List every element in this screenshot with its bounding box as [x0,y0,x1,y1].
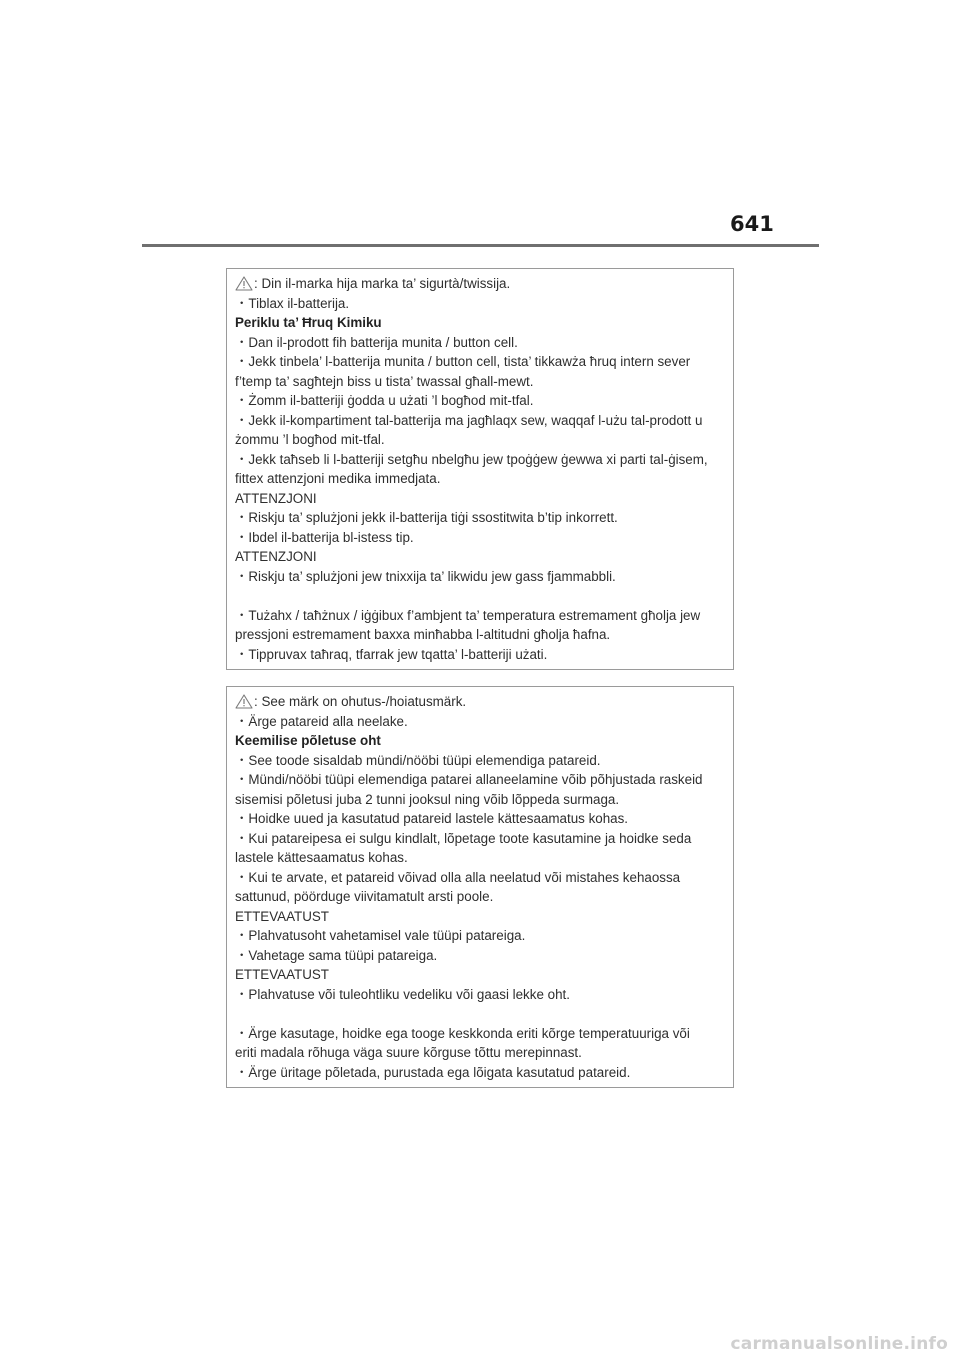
line-text: ・Ärge kasutage, hoidke ega tooge keskkonda eriti kõrge temperatuuriga või [235,1025,690,1041]
paragraph-gap [235,1004,733,1024]
text-line [235,848,733,868]
text-line [235,829,733,849]
section-heading [235,313,733,333]
text-line [235,391,733,411]
line-text: ATTENZJONI [235,549,317,564]
text-line [235,1043,733,1063]
text-line [235,692,733,712]
text-line [235,887,733,907]
text-line [235,274,733,294]
line-text: ・Hoidke uued ja kasutatud patareid lastele kättesaamatus kohas. [235,811,629,826]
line-text: ・Mündi/nööbi tüüpi elemendiga patarei allaneelamine võib põhjustada raskeid [235,772,703,787]
line-text: eriti madala rõhuga väga suure kõrguse tõttu merepinnast. [235,1045,582,1060]
line-text: ・Jekk taħseb li l-batteriji setgħu nbelgħu jew tpoġġew ġewwa xi parti tal-ġisem, [235,451,708,467]
line-text: ・Plahvatusoht vahetamisel vale tüüpi patareiga. [235,928,526,943]
line-text: : See märk on ohutus-/hoiatusmärk. [254,694,467,709]
watermark: carmanualsonline.info [730,1334,948,1354]
text-line [235,645,733,665]
line-text: ・Riskju ta’ splużjoni jew tnixxija ta’ likwidu jew gass fjammabbli. [235,568,616,584]
text-line [235,469,733,489]
line-text: ETTEVAATUST [235,908,329,924]
text-line [235,372,733,392]
line-text: ETTEVAATUST [235,967,329,982]
text-line [235,712,733,732]
text-line [235,489,733,509]
line-text: ATTENZJONI [235,490,317,506]
line-text: lastele kättesaamatus kohas. [235,850,408,865]
text-line [235,567,733,587]
text-line [235,868,733,888]
line-text: ・Kui patareipesa ei sulgu kindlalt, lõpetage toote kasutamine ja hoidke seda [235,830,692,846]
line-text: fittex attenzjoni medika immedjata. [235,471,441,486]
line-text: sisemisi põletusi juba 2 tunni jooksul ning võib lõppeda surmaga. [235,791,620,807]
text-line [235,352,733,372]
line-text: ・Kui te arvate, et patareid võivad olla alla neelatud või mistahes kehaossa [235,869,681,885]
warning-triangle-icon [235,276,253,291]
estonian-warning-box [226,686,734,1088]
line-text: ・See toode sisaldab mündi/nööbi tüüpi elemendiga patareid. [235,752,601,768]
line-text: ・Tiblax il-batterija. [235,295,350,311]
line-text: ・Ibdel il-batterija bl-istess tip. [235,529,414,545]
line-text: ・Jekk il-kompartiment tal-batterija ma jagħlaqx sew, waqqaf l-użu tal-prodott u [235,412,703,428]
line-text: ・Ärge üritage põletada, purustada ega lõigata kasutatud patareid. [235,1064,631,1080]
line-text: pressjoni estremament baxxa minħabba l-altitudni għolja ħafna. [235,627,611,642]
text-line [235,333,733,353]
text-line [235,411,733,431]
line-text: f’temp ta’ sagħtejn biss u tista’ twassal għall-mewt. [235,373,534,389]
text-line [235,547,733,567]
line-text: Periklu ta’ Ħruq Kimiku [235,315,382,330]
text-line [235,294,733,314]
line-text: ・Żomm il-batteriji ġodda u użati ’l bogħod mit-tfal. [235,393,534,408]
text-line [235,450,733,470]
text-line [235,625,733,645]
header-rule [142,244,819,247]
text-line [235,809,733,829]
text-line [235,946,733,966]
text-line [235,790,733,810]
line-text: ・Jekk tinbela’ l-batterija munita / button cell, tista’ tikkawża ħruq intern sever [235,354,691,369]
text-line [235,606,733,626]
line-text: sattunud, pöörduge viivitamatult arsti poole. [235,889,494,904]
page-number: 641 [730,212,774,236]
text-line [235,1063,733,1083]
text-line [235,508,733,528]
line-text: Keemilise põletuse oht [235,733,381,748]
text-line [235,1024,733,1044]
text-line [235,965,733,985]
line-text: ・Vahetage sama tüüpi patareiga. [235,947,438,963]
maltese-warning-box [226,268,734,670]
line-text: : Din il-marka hija marka ta’ sigurtà/twissija. [254,276,511,291]
text-line [235,985,733,1005]
section-heading [235,731,733,751]
text-line [235,430,733,450]
text-line [235,751,733,771]
line-text: ・Riskju ta’ splużjoni jekk il-batterija tiġi ssostitwita b’tip inkorrett. [235,510,618,525]
line-text: żommu ’l bogħod mit-tfal. [235,432,385,447]
text-line [235,926,733,946]
line-text: ・Tippruvax taħraq, tfarrak jew tqatta’ l-batteriji użati. [235,646,548,662]
line-text: ・Ärge patareid alla neelake. [235,713,408,729]
paragraph-gap [235,586,733,606]
text-line [235,770,733,790]
line-text: ・Dan il-prodott fih batterija munita / button cell. [235,334,518,350]
line-text: ・Plahvatuse või tuleohtliku vedeliku või gaasi lekke oht. [235,986,570,1002]
text-line [235,528,733,548]
text-line [235,907,733,927]
line-text: ・Tużahx / taħżnux / iġġibux f’ambjent ta’ temperatura estremament għolja jew [235,607,701,623]
warning-triangle-icon [235,694,253,709]
